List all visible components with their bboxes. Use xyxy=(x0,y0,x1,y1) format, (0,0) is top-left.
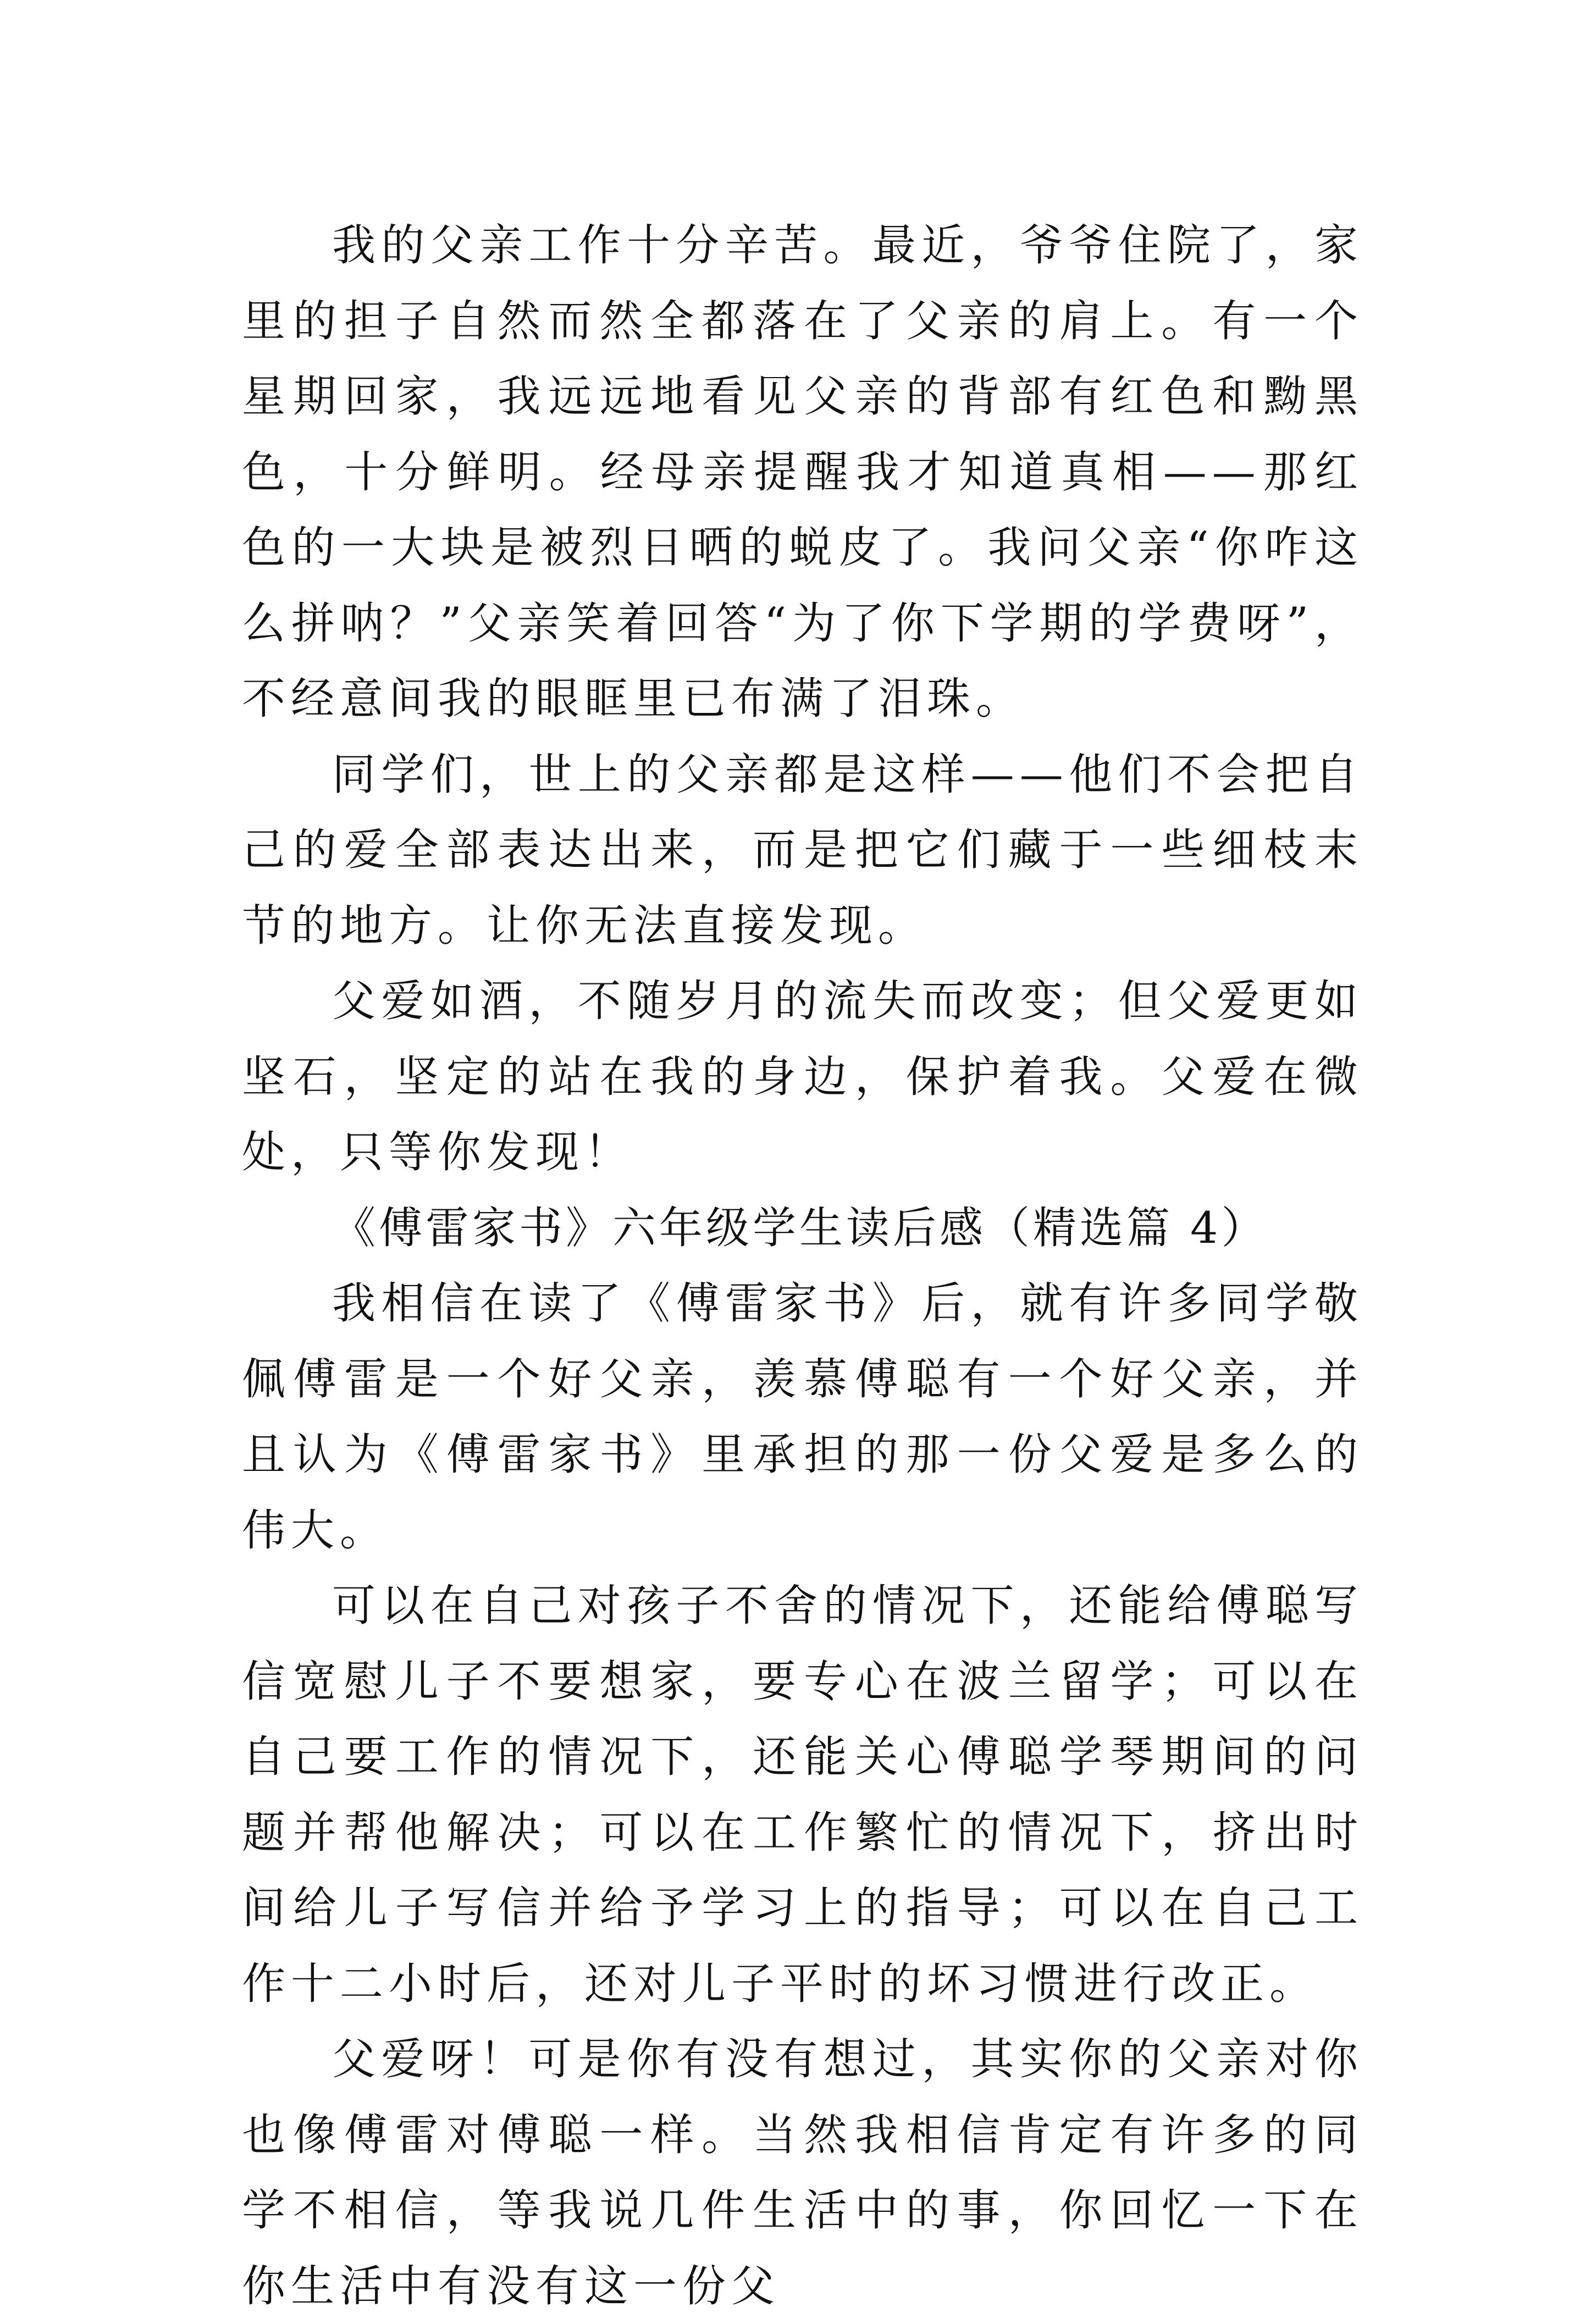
paragraph-father-sunburn: 我的父亲工作十分辛苦。最近，爷爷住院了，家里的担子自然而然全都落在了父亲的肩上。有一个星期回家，我远远地看见父亲的背部有红色和黝黑色，十分鲜明。经母亲提醒我才知道真相——那红色的一大块是被烈日晒的蜕皮了。我问父亲“你咋这么拼呐？”父亲笑着回答“为了你下学期的学费呀”，不经意间我的眼眶里已布满了泪珠。 xyxy=(242,220,1363,724)
paragraph-father-love-wine: 父爱如酒，不随岁月的流失而改变；但父爱更如坚石，坚定的站在我的身边，保护着我。父爱在微处，只等你发现！ xyxy=(242,976,1363,1177)
paragraph-father-love-question: 父爱呀！可是你有没有想过，其实你的父亲对你也像傅雷对傅聪一样。当然我相信肯定有许多的同学不相信，等我说几件生活中的事，你回忆一下在你生活中有没有这一份父 xyxy=(242,2034,1363,2311)
paragraph-classmates: 同学们，世上的父亲都是这样——他们不会把自己的爱全部表达出来，而是把它们藏于一些细枝末节的地方。让你无法直接发现。 xyxy=(242,749,1363,951)
paragraph-can-write-letters: 可以在自己对孩子不舍的情况下，还能给傅聪写信宽慰儿子不要想家，要专心在波兰留学；可以在自己要工作的情况下，还能关心傅聪学琴期间的问题并帮他解决；可以在工作繁忙的情况下，挤出时间给儿子写信并给予学习上的指导；可以在自己工作十二小时后，还对儿子平时的坏习惯进行改正。 xyxy=(242,1580,1363,2009)
document-body xyxy=(242,208,1363,2324)
paragraph-believe: 我相信在读了《傅雷家书》后，就有许多同学敬佩傅雷是一个好父亲，羡慕傅聪有一个好父亲，并且认为《傅雷家书》里承担的那一份父爱是多么的伟大。 xyxy=(242,1278,1363,1556)
section-title: 《傅雷家书》六年级学生读后感（精选篇 4） xyxy=(332,1202,1268,1253)
